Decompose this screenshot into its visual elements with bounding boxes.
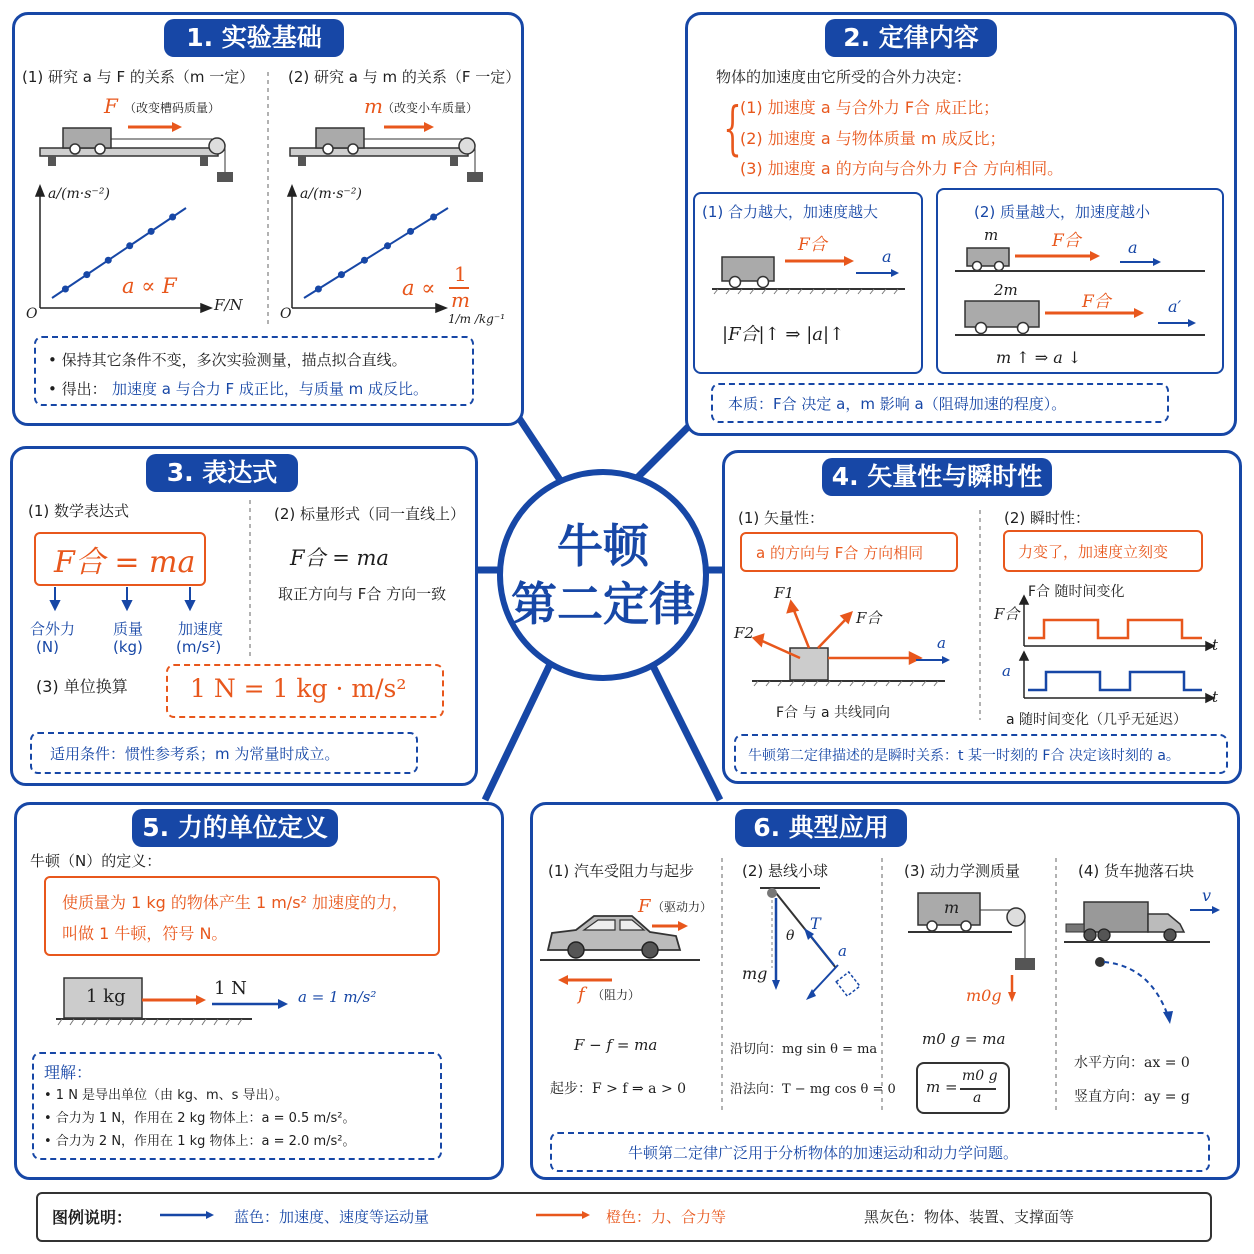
pendulum-gravity: mg <box>742 964 768 983</box>
experiment-note-2-prefix: • 得出： <box>48 380 107 398</box>
understanding-note-1: • 1 N 是导出单位（由 kg、m、s 导出）。 <box>44 1088 289 1103</box>
hub-line-2: 第二定律 <box>511 577 695 631</box>
panel-5-title: 5. 力的单位定义 <box>132 809 338 847</box>
app-4-title: (4) 货车抛落石块 <box>1078 862 1195 880</box>
vector-caption: F合 与 a 共线同向 <box>776 705 890 721</box>
car-drive-force-note: （驱动力） <box>652 900 713 914</box>
vector-sub-1: (1) 矢量性： <box>738 509 825 527</box>
panel-4-title: 4. 矢量性与瞬时性 <box>822 458 1052 496</box>
instant-graph-t2: t <box>1212 688 1219 706</box>
scalar-formula: F合 = ma <box>290 546 389 570</box>
panel-2-title: 2. 定律内容 <box>825 19 997 57</box>
law-item-1: (1) 加速度 a 与合外力 F合 成正比； <box>740 98 1000 117</box>
vector-sub-2: (2) 瞬时性： <box>1004 509 1091 527</box>
left-relation: a ∝ F <box>122 274 177 298</box>
truck-eq-2: 竖直方向：ay = g <box>1074 1089 1190 1105</box>
box2-m2: 2m <box>994 281 1018 299</box>
instant-graph-t1: t <box>1212 636 1219 654</box>
right-variable: m <box>364 94 383 118</box>
understanding-note-3: • 合力为 2 N，作用在 1 kg 物体上：a = 2.0 m/s²。 <box>44 1134 356 1149</box>
vector-box-text: a 的方向与 F合 方向相同 <box>756 544 924 562</box>
formula: F合 = ma <box>54 545 196 580</box>
application-note: 牛顿第二定律广泛用于分析物体的加速运动和动力学问题。 <box>628 1144 1019 1162</box>
right-relation-denominator: m <box>451 288 470 312</box>
newton-def-line-1: 使质量为 1 kg 的物体产生 1 m/s² 加速度的力， <box>62 893 409 912</box>
hub-line-1: 牛顿 <box>557 519 649 573</box>
law-item-2: (2) 加速度 a 与物体质量 m 成反比； <box>740 129 1006 148</box>
newton-intro: 牛顿（N）的定义： <box>30 852 162 870</box>
left-origin: O <box>26 306 38 322</box>
instant-graph-y1: F合 <box>994 605 1020 623</box>
newton-def-line-2: 叫做 1 牛顿，符号 N。 <box>62 924 228 943</box>
label-mass-unit: (kg) <box>113 638 143 656</box>
right-y-axis-label: a/(m·s⁻²) <box>300 186 362 202</box>
car-drive-force: F <box>638 896 651 917</box>
truck-eq-1: 水平方向：ax = 0 <box>1074 1055 1190 1071</box>
pendulum-theta: θ <box>786 928 795 944</box>
label-acceleration-unit: (m/s²) <box>176 638 222 656</box>
app-3-title: (3) 动力学测质量 <box>904 862 1021 880</box>
center-hub <box>497 469 709 681</box>
right-x-axis-label: 1/m /kg⁻¹ <box>448 312 506 326</box>
dynamics-frac-den: a <box>973 1090 982 1106</box>
app-2-title: (2) 悬线小球 <box>742 862 829 880</box>
expression-sub-2: (2) 标量形式（同一直线上） <box>274 505 466 523</box>
panel-6-title: 6. 典型应用 <box>735 809 907 847</box>
essence-text: 本质：F合 决定 a，m 影响 a（阻碍加速的程度）。 <box>728 395 1067 413</box>
car-friction: f <box>578 984 585 1005</box>
one-newton-label: 1 N <box>214 978 247 999</box>
experiment-note-1: • 保持其它条件不变，多次实验测量，描点拟合直线。 <box>48 351 407 369</box>
panel-1-title: 1. 实验基础 <box>164 19 344 57</box>
instant-note: 牛顿第二定律描述的是瞬时关系：t 某一时刻的 F合 决定该时刻的 a。 <box>748 748 1180 764</box>
label-net-force: 合外力 <box>30 620 76 638</box>
box2-relation: m ↑ ⇒ a ↓ <box>996 348 1082 367</box>
expression-sub-3: (3) 单位换算 <box>36 677 128 696</box>
instant-box-text: 力变了，加速度立刻变 <box>1018 543 1169 561</box>
pendulum-eq-2: 沿法向：T − mg cos θ = 0 <box>730 1082 896 1097</box>
one-newton-acc: a = 1 m/s² <box>298 988 377 1006</box>
left-variable: F <box>104 94 118 118</box>
dynamics-eq-1: m0 g = ma <box>922 1030 1006 1048</box>
experiment-note-2: 加速度 a 与合力 F 成正比，与质量 m 成反比。 <box>112 380 429 398</box>
law-intro: 物体的加速度由它所受的合外力决定： <box>716 68 972 86</box>
box2-acc-2: a′ <box>1168 297 1182 316</box>
law-item-3: (3) 加速度 a 的方向与合外力 F合 方向相同。 <box>740 159 1064 178</box>
legend-blue: 蓝色：加速度、速度等运动量 <box>234 1208 430 1226</box>
block-mass-label: 1 kg <box>86 986 126 1007</box>
dynamics-frac-num: m0 g <box>962 1068 998 1084</box>
box1-force-label: F合 <box>798 235 827 255</box>
instant-graph-title: F合 随时间变化 <box>1028 584 1125 600</box>
pendulum-acc: a <box>838 942 847 960</box>
experiment-right-caption: (2) 研究 a 与 m 的关系（F 一定） <box>288 68 521 86</box>
box2-force-2: F合 <box>1082 292 1111 312</box>
dynamics-weight: m0g <box>966 986 1002 1005</box>
panel-3-title: 3. 表达式 <box>146 454 298 492</box>
right-relation-numerator: 1 <box>454 262 467 286</box>
law-brace: { <box>723 94 742 162</box>
understanding-title: 理解： <box>44 1063 93 1082</box>
left-y-axis-label: a/(m·s⁻²) <box>48 186 110 202</box>
left-variable-note: （改变槽码质量） <box>124 101 221 115</box>
car-eq-1: F − f = ma <box>574 1036 658 1054</box>
instant-graph-y2: a <box>1002 662 1011 680</box>
dynamics-mass: m <box>944 898 960 917</box>
right-variable-note: （改变小车质量） <box>382 101 479 115</box>
expression-sub-1: (1) 数学表达式 <box>28 502 130 520</box>
understanding-note-2: • 合力为 1 N，作用在 2 kg 物体上：a = 0.5 m/s²。 <box>44 1111 356 1126</box>
force-f1-label: F1 <box>774 584 794 602</box>
car-friction-note: （阻力） <box>592 988 641 1002</box>
legend-orange: 橙色：力、合力等 <box>606 1208 727 1226</box>
force-net-label: F合 <box>856 609 882 627</box>
dynamics-frac-lhs: m = <box>926 1078 958 1096</box>
experiment-left-caption: (1) 研究 a 与 F 的关系（m 一定） <box>22 68 255 86</box>
instant-caption: a 随时间变化（几乎无延迟） <box>1006 712 1188 728</box>
pendulum-tension: T <box>810 914 821 933</box>
box2-acc-1: a <box>1128 238 1138 257</box>
left-x-axis-label: F/N <box>214 296 243 314</box>
acc-label: a <box>937 634 946 652</box>
legend-gray: 黑灰色：物体、装置、支撑面等 <box>864 1208 1075 1226</box>
truck-velocity: v <box>1202 886 1212 905</box>
pendulum-eq-1: 沿切向：mg sin θ = ma <box>730 1042 878 1057</box>
force-f2-label: F2 <box>734 624 754 642</box>
box2-m1: m <box>984 226 999 244</box>
box2-force-1: F合 <box>1052 231 1081 251</box>
label-acceleration: 加速度 <box>178 620 224 638</box>
legend-title: 图例说明： <box>52 1208 133 1227</box>
law-box-2-title: (2) 质量越大，加速度越小 <box>974 203 1151 221</box>
label-net-force-unit: (N) <box>36 638 59 656</box>
right-origin: O <box>280 306 292 322</box>
unit-equation: 1 N = 1 kg · m/s² <box>190 674 407 703</box>
right-relation-lhs: a ∝ <box>402 276 436 300</box>
box1-relation: |F合|↑ ⇒ |a|↑ <box>722 324 845 345</box>
condition-text: 适用条件：惯性参考系；m 为常量时成立。 <box>50 745 340 763</box>
scalar-direction: 取正方向与 F合 方向一致 <box>278 585 447 603</box>
law-box-1-title: (1) 合力越大，加速度越大 <box>702 203 879 221</box>
label-mass: 质量 <box>113 620 144 638</box>
car-eq-2: 起步：F > f ⇒ a > 0 <box>550 1081 687 1097</box>
app-1-title: (1) 汽车受阻力与起步 <box>548 862 695 880</box>
box1-acc-label: a <box>882 247 892 266</box>
